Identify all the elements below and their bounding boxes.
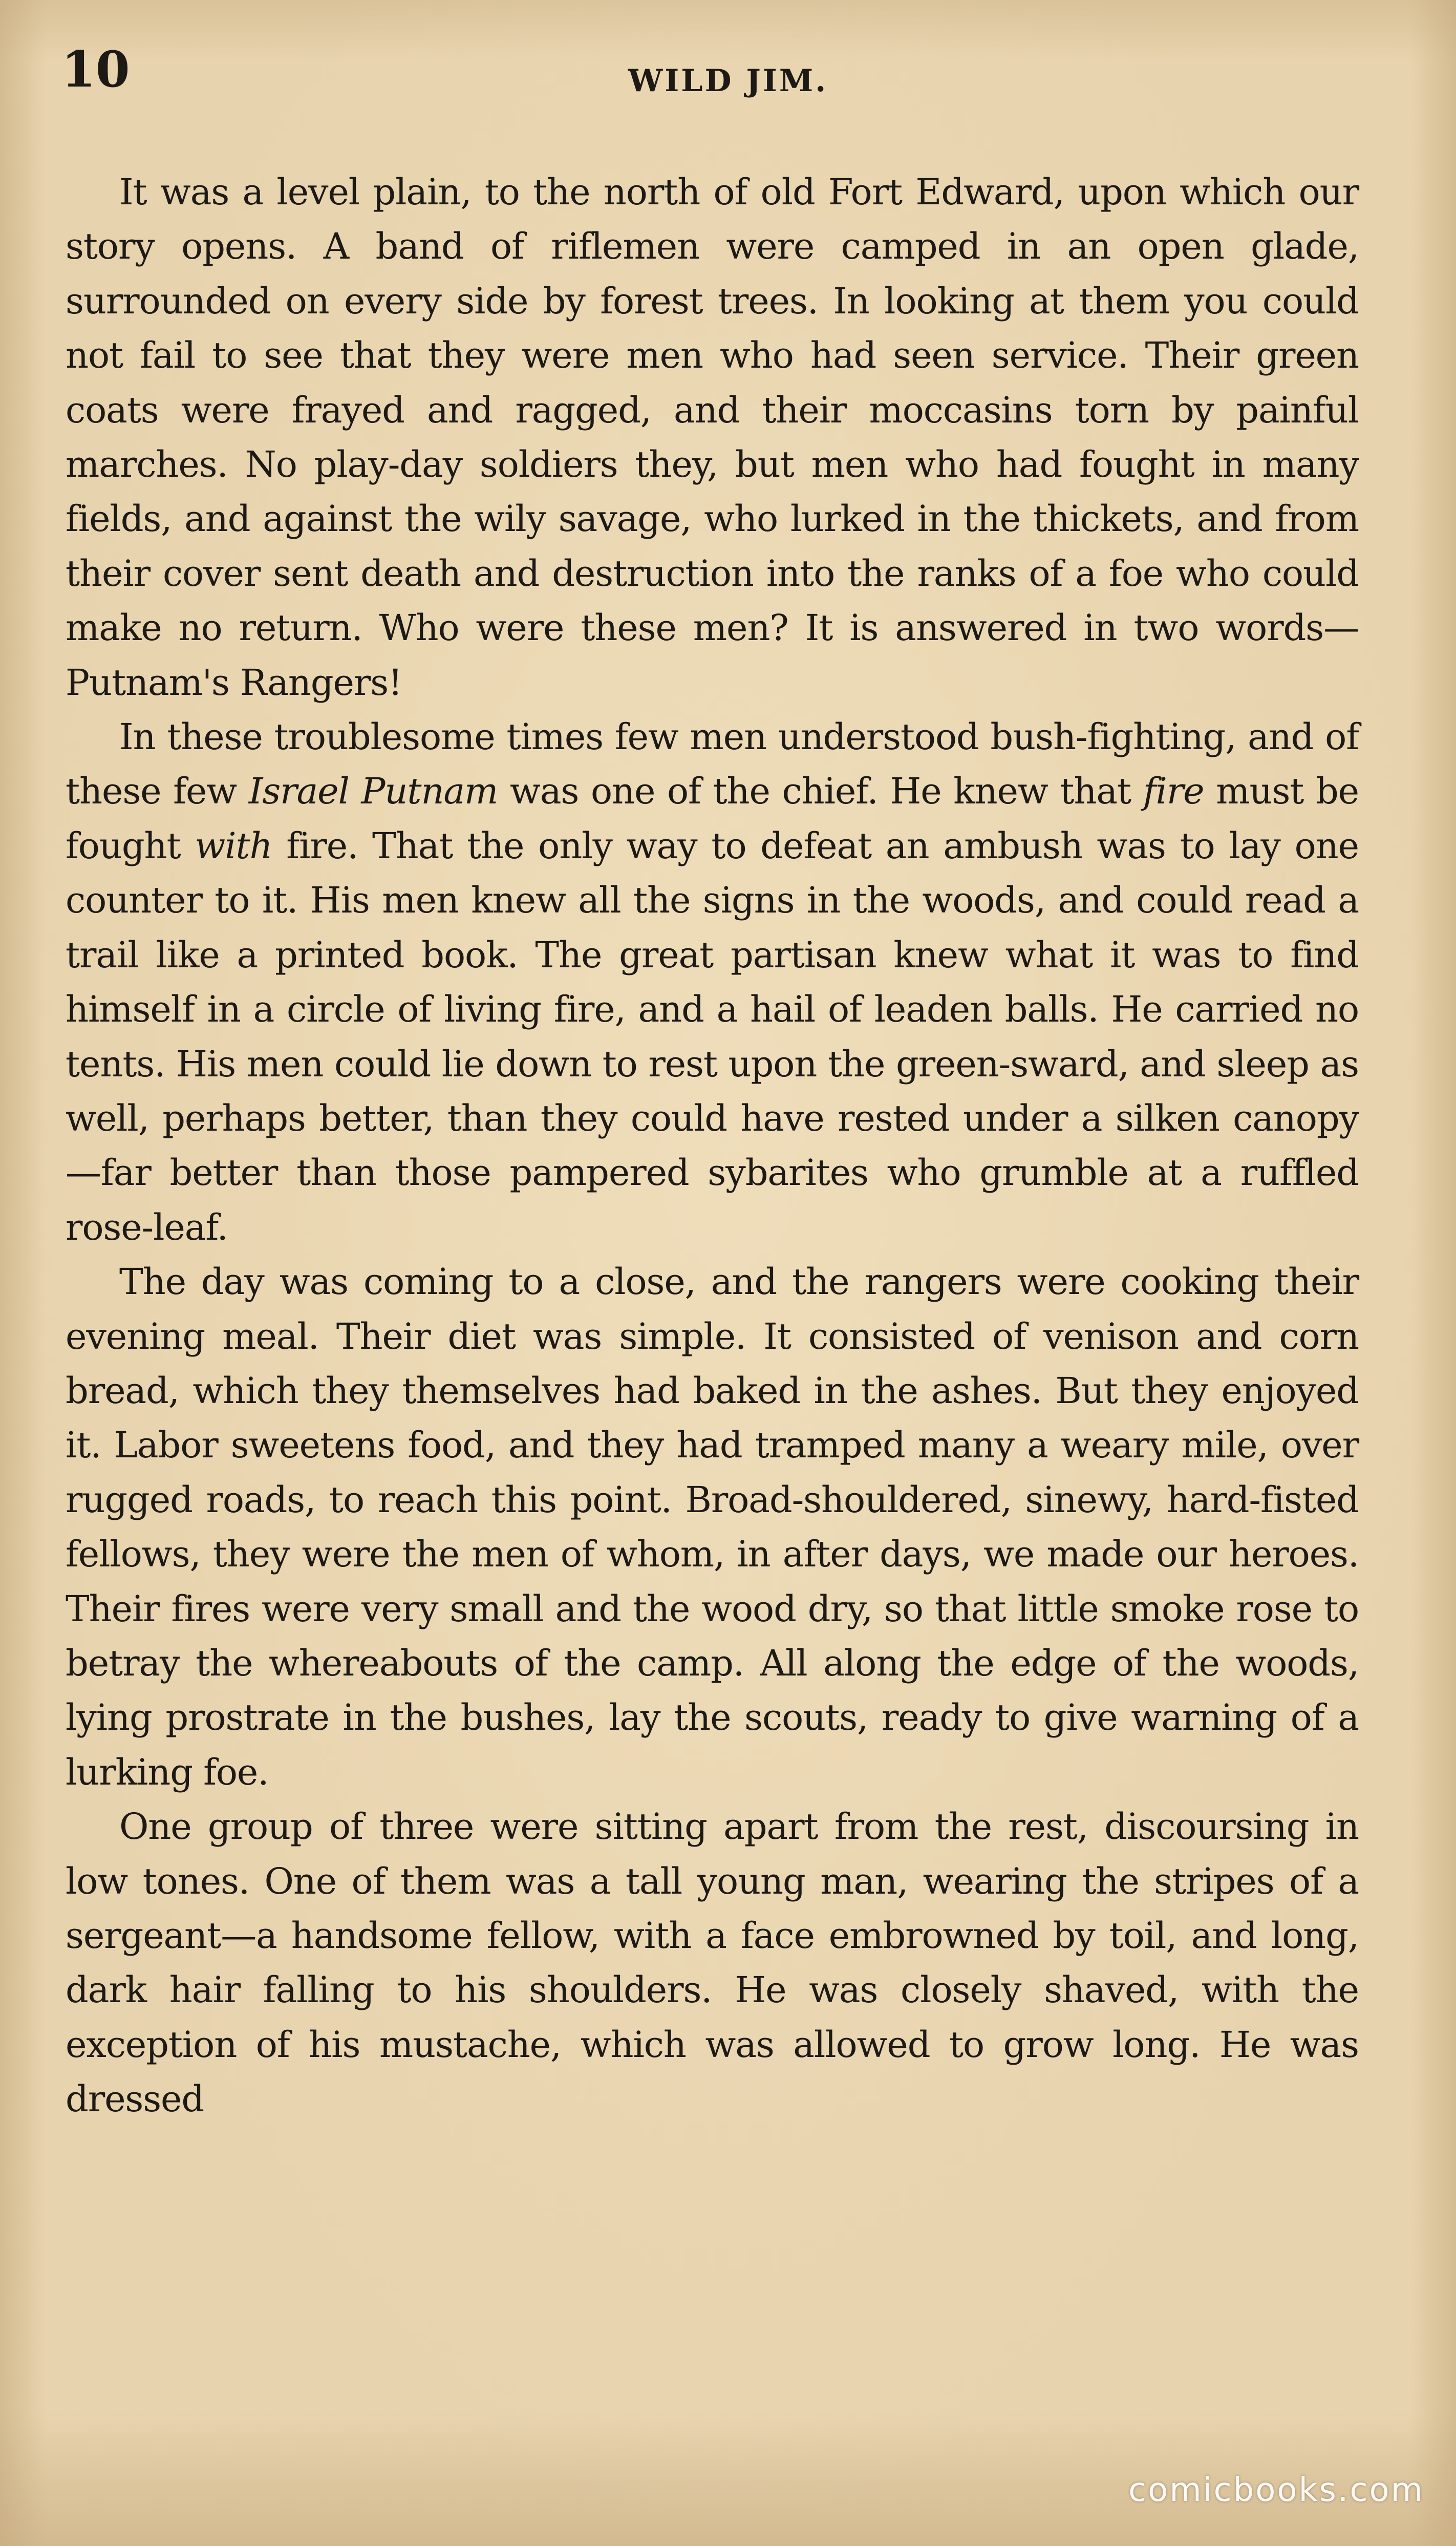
paragraph-1: It was a level plain, to the north of old Fort Edward, upon which our story opens. A band of riflemen were camped in an open glade, surrounded on every side by forest trees. In looking at them you could not fail to see that they were men who had seen service. Their green coats were frayed and ragged, and their moccasins torn by painful marches. No play-day soldiers they, but men who had fought in many fields, and against the wily savage, who lurked in the thickets, and from their cover sent death and destruction into the ranks of a foe who could make no return. Who were these men? It is answered in two words—Putnam's Rangers! xyxy=(66,171,1359,704)
paragraph-2-part-4: fire. That the only way to defeat an ambush was to lay one counter to it. His men knew all the signs in the woods, and could read a trail like a printed book. The great partisan knew what it was to find himself in a circle of living fire, and a hail of leaden balls. He carried no tents. His men could lie down to rest upon the green-sward, and sleep as well, perhaps better, than they could have rested under a silken canopy—far better than those pampered sybarites who grumble at a ruffled rose-leaf. xyxy=(66,824,1359,1248)
running-head: WILD JIM. xyxy=(628,63,828,99)
paragraph-2-part-2: was one of the chief. He knew that xyxy=(498,770,1143,813)
fire-italic: fire xyxy=(1143,770,1204,813)
with-italic: with xyxy=(195,824,272,867)
paragraph-2-part-3: must be fought xyxy=(66,770,1359,867)
paragraph-2-part-1: In these troublesome times few men understood bush-fighting, and of these few xyxy=(66,716,1359,813)
paragraph-2 xyxy=(66,710,1359,1255)
israel-putnam-italic: Israel Putnam xyxy=(248,770,498,813)
paragraph-4: One group of three were sitting apart from the rest, discoursing in low tones. One of them was a tall young man, wearing the stripes of a sergeant—a handsome fellow, with a face embrowned by toil, and long, dark hair falling to his shoulders. He was closely shaved, with the exception of his mustache, which was allowed to grow long. He was dressed xyxy=(66,1806,1359,2120)
paragraph-3: The day was coming to a close, and the rangers were cooking their evening meal. Their diet was simple. It consisted of venison and corn bread, which they themselves had baked in the ashes. But they enjoyed it. Labor sweetens food, and they had tramped many a weary mile, over rugged roads, to reach this point. Broad-shouldered, sinewy, hard-fisted fellows, they were the men of whom, in after days, we made our heroes. Their fires were very small and the wood dry, so that little smoke rose to betray the whereabouts of the camp. All along the edge of the woods, lying prostrate in the bushes, lay the scouts, ready to give warning of a lurking foe. xyxy=(66,1261,1359,1793)
page-number: 10 xyxy=(61,40,130,98)
body-text xyxy=(66,165,1359,2127)
watermark-text: comicbooks.com xyxy=(1128,2471,1424,2509)
